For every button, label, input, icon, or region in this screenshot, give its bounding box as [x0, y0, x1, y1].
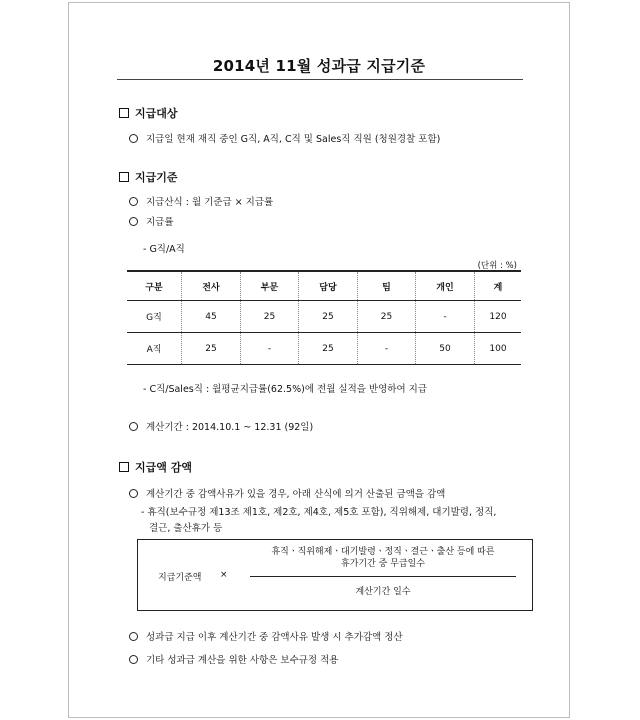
circle-bullet-icon [129, 217, 138, 226]
list-item [129, 214, 174, 228]
table-row [127, 333, 521, 365]
formula-denominator: 계산기간 일수 [355, 587, 411, 597]
table-header-cell: 팀 [358, 271, 416, 301]
table-header-cell: 담당 [299, 271, 358, 301]
square-bullet-icon [119, 462, 129, 472]
list-item [129, 131, 440, 145]
numerator-line: 휴가기간 중 무급일수 [341, 559, 425, 569]
list-item [129, 486, 445, 500]
deduction-formula-box [137, 539, 533, 611]
list-item [129, 419, 313, 433]
document-page [68, 2, 570, 718]
list-item-text: 지급률 [146, 217, 174, 228]
page-title: 2014년 11월 성과급 지급기준 [212, 57, 426, 75]
table-cell: - [416, 301, 475, 333]
table-cell: G직 [127, 301, 182, 333]
section-heading-criteria [119, 169, 178, 185]
table-cell: - [241, 333, 299, 365]
multiply-sign: × [220, 570, 228, 580]
list-item [129, 194, 273, 208]
list-item-text: 성과급 지급 이후 계산기간 중 감액사유 발생 시 추가감액 정산 [146, 632, 403, 643]
formula-label: 지급기준액 [158, 573, 202, 583]
rate-table [127, 270, 521, 365]
table-header-cell: 구분 [127, 271, 182, 301]
section-heading-text: 지급대상 [135, 107, 178, 120]
table-row [127, 301, 521, 333]
list-item-text: 계산기간 중 감액사유가 있을 경우, 아래 산식에 의거 산출된 금액을 감액 [146, 489, 446, 500]
list-item-text: 계산기간 : 2014.10.1 ~ 12.31 (92일) [146, 422, 314, 433]
section-heading-text: 지급기준 [135, 171, 178, 184]
table-cell: 100 [475, 333, 522, 365]
fraction-bar [250, 576, 516, 577]
circle-bullet-icon [129, 632, 138, 641]
table-cell: 25 [358, 301, 416, 333]
section-heading-reduction [119, 459, 192, 475]
formula-numerator [250, 546, 516, 570]
table-header-cell: 계 [475, 271, 522, 301]
table-header-row [127, 271, 521, 301]
table-cell: 25 [241, 301, 299, 333]
table-cell: A직 [127, 333, 182, 365]
list-item-text: 지급산식 : 월 기준급 × 지급률 [146, 197, 274, 208]
title-underline [117, 79, 523, 80]
numerator-line: 휴직ㆍ직위해제ㆍ대기발령ㆍ정직ㆍ결근ㆍ출산 등에 따른 [271, 547, 495, 557]
circle-bullet-icon [129, 134, 138, 143]
circle-bullet-icon [129, 197, 138, 206]
table-header-cell: 전사 [182, 271, 241, 301]
list-item-text: 지급일 현재 재직 중인 G직, A직, C직 및 Sales직 직원 (청원경찰 포함) [146, 134, 441, 145]
table-cell: 50 [416, 333, 475, 365]
circle-bullet-icon [129, 489, 138, 498]
sub-item-line1: - 휴직(보수규정 제13조 제1호, 제2호, 제4호, 제5호 포함), 직위해제, 대기발령, 정직, [141, 507, 497, 518]
table-cell: 120 [475, 301, 522, 333]
list-item [129, 629, 403, 643]
list-item [129, 652, 338, 666]
table-cell: 45 [182, 301, 241, 333]
sub-item-line2: 결근, 출산휴가 등 [149, 523, 223, 534]
table-cell: 25 [299, 333, 358, 365]
square-bullet-icon [119, 172, 129, 182]
table-cell: - [358, 333, 416, 365]
list-item-text: 기타 성과급 계산을 위한 사항은 보수규정 적용 [146, 655, 339, 666]
circle-bullet-icon [129, 655, 138, 664]
table-header-cell: 부문 [241, 271, 299, 301]
square-bullet-icon [119, 108, 129, 118]
table-cell: 25 [182, 333, 241, 365]
section-heading-eligibility [119, 105, 178, 121]
sub-item-c-sales: - C직/Sales직 : 월평균지급률(62.5%)에 전월 실적을 반영하여 지급 [143, 384, 428, 395]
table-header-cell: 개인 [416, 271, 475, 301]
section-heading-text: 지급액 감액 [135, 461, 192, 474]
sub-item-ga: - G직/A직 [143, 244, 185, 255]
table-cell: 25 [299, 301, 358, 333]
circle-bullet-icon [129, 422, 138, 431]
unit-label: (단위 : %) [477, 261, 517, 271]
